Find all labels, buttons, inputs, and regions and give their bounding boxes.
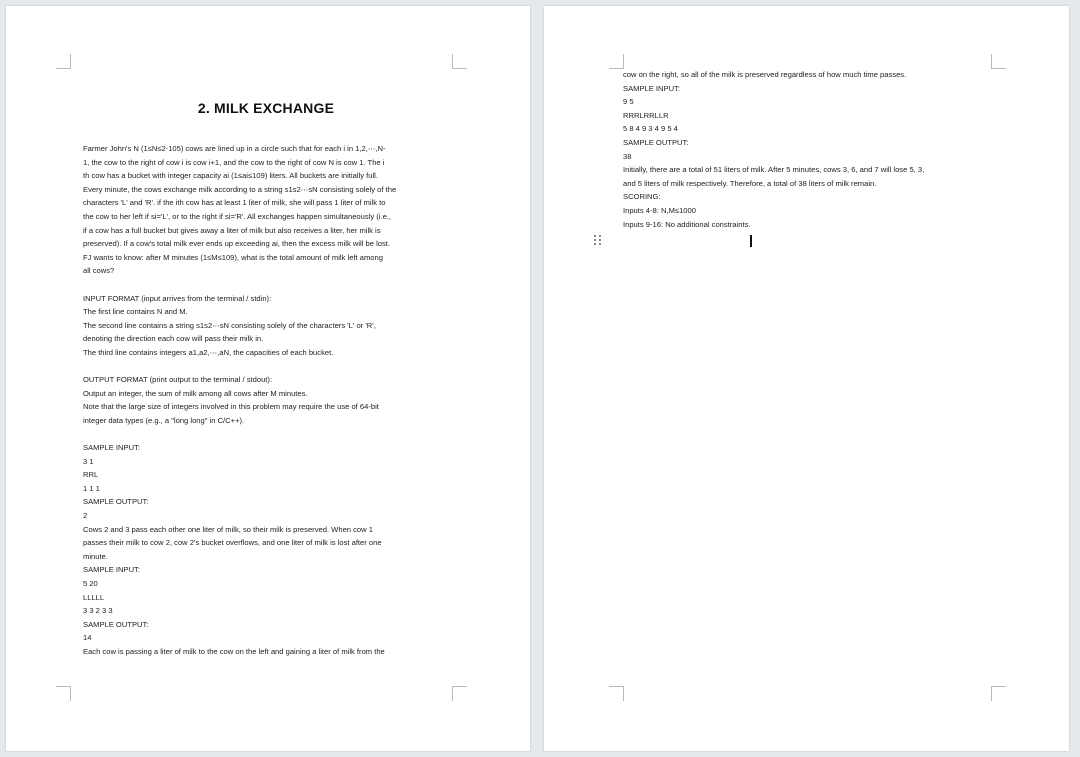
text-line[interactable]: SAMPLE INPUT: bbox=[83, 443, 140, 453]
text-line[interactable]: Farmer John's N (1≤N≤2⋅105) cows are lined up in a circle such that for each i in 1,2,⋯,N- bbox=[83, 144, 386, 153]
text-line[interactable]: SAMPLE OUTPUT: bbox=[623, 137, 689, 147]
text-line[interactable]: 14 bbox=[83, 633, 92, 643]
blank-line bbox=[83, 427, 452, 441]
section-heading[interactable]: INPUT FORMAT (input arrives from the terminal / stdin): bbox=[83, 293, 272, 303]
text-line[interactable]: Inputs 4-8: N,M≤1000 bbox=[623, 205, 696, 215]
text-line[interactable]: FJ wants to know: after M minutes (1≤M≤109), what is the total amount of milk left among bbox=[83, 252, 383, 262]
text-line[interactable]: th cow has a bucket with integer capacity ai (1≤ai≤109) liters. All buckets are initially full. bbox=[83, 171, 378, 181]
text-line[interactable]: 38 bbox=[623, 151, 632, 161]
text-line[interactable]: all cows? bbox=[83, 266, 115, 276]
text-line[interactable]: RRL bbox=[83, 470, 99, 480]
text-line[interactable]: Inputs 9-16: No additional constraints. bbox=[623, 219, 751, 229]
problem-statement[interactable] bbox=[83, 142, 452, 278]
text-line[interactable]: SAMPLE INPUT: bbox=[83, 565, 140, 575]
output-format-section[interactable] bbox=[83, 373, 452, 427]
text-line[interactable]: SAMPLE INPUT: bbox=[623, 83, 680, 93]
text-line[interactable]: if a cow has a full bucket but gives away a liter of milk but also receives a liter, her milk is bbox=[83, 225, 381, 235]
text-line[interactable]: RRRLRRLLR bbox=[623, 110, 669, 120]
samples-section[interactable] bbox=[83, 441, 452, 659]
text-line[interactable]: The second line contains a string s1s2⋯sN consisting solely of the characters 'L' or 'R', bbox=[83, 320, 376, 330]
page2-body[interactable] bbox=[623, 68, 992, 231]
document-page-1[interactable] bbox=[6, 6, 530, 751]
margin-mark-bottom-left bbox=[609, 686, 624, 701]
text-line[interactable]: The first line contains N and M. bbox=[83, 307, 188, 317]
text-line[interactable]: 3 3 2 3 3 bbox=[83, 606, 113, 616]
margin-mark-top-left bbox=[609, 54, 624, 69]
blank-line bbox=[83, 360, 452, 374]
page1-body[interactable] bbox=[83, 142, 452, 659]
section-heading[interactable]: OUTPUT FORMAT (print output to the terminal / stdout): bbox=[83, 375, 273, 385]
margin-mark-bottom-right bbox=[452, 686, 467, 701]
text-line[interactable]: SAMPLE OUTPUT: bbox=[83, 619, 149, 629]
text-line[interactable]: preserved). If a cow's total milk ever ends up exceeding ai, then the excess milk will be lost. bbox=[83, 239, 391, 249]
margin-mark-bottom-right bbox=[991, 686, 1006, 701]
text-line[interactable]: cow on the right, so all of the milk is preserved regardless of how much time passes. bbox=[623, 70, 907, 79]
text-line[interactable]: Note that the large size of integers involved in this problem may require the use of 64-bit bbox=[83, 402, 379, 412]
text-line[interactable]: passes their milk to cow 2, cow 2's bucket overflows, and one liter of milk is lost after one bbox=[83, 538, 382, 548]
text-line[interactable]: Each cow is passing a liter of milk to the cow on the left and gaining a liter of milk from the bbox=[83, 646, 385, 656]
text-line[interactable]: 3 1 bbox=[83, 456, 94, 466]
text-line[interactable]: Every minute, the cows exchange milk according to a string s1s2⋯sN consisting solely of the bbox=[83, 184, 397, 194]
text-line[interactable]: SAMPLE OUTPUT: bbox=[83, 497, 149, 507]
text-line[interactable]: LLLLL bbox=[83, 592, 105, 602]
text-line[interactable]: Cows 2 and 3 pass each other one liter of milk, so their milk is preserved. When cow 1 bbox=[83, 524, 373, 534]
text-line[interactable]: 9 5 bbox=[623, 97, 634, 107]
text-line[interactable]: 1 1 1 bbox=[83, 483, 100, 493]
text-line[interactable]: 5 20 bbox=[83, 579, 98, 588]
text-line[interactable]: 1, the cow to the right of cow i is cow i+1, and the cow to the right of cow N is cow 1. The i bbox=[83, 157, 385, 167]
margin-mark-top-right bbox=[991, 54, 1006, 69]
text-line[interactable]: 5 8 4 9 3 4 9 5 4 bbox=[623, 124, 678, 134]
text-line[interactable]: characters 'L' and 'R'. if the ith cow has at least 1 liter of milk, she will pass 1 liter of milk to bbox=[83, 198, 386, 208]
text-line[interactable]: Initially, there are a total of 51 liters of milk. After 5 minutes, cows 3, 6, and 7 will lose 5, 3, bbox=[623, 165, 925, 175]
margin-mark-bottom-left bbox=[56, 686, 71, 701]
text-line[interactable]: The third line contains integers a1,a2,⋯,aN, the capacities of each bucket. bbox=[83, 347, 334, 357]
text-line[interactable]: Output an integer, the sum of milk among all cows after M minutes. bbox=[83, 388, 308, 398]
margin-mark-top-right bbox=[452, 54, 467, 69]
text-line[interactable]: SCORING: bbox=[623, 192, 661, 202]
blank-line bbox=[83, 278, 452, 292]
text-line[interactable]: minute. bbox=[83, 551, 108, 561]
text-line[interactable]: and 5 liters of milk respectively. Therefore, a total of 38 liters of milk remain. bbox=[623, 178, 877, 188]
document-page-2[interactable] bbox=[544, 6, 1069, 751]
text-line[interactable]: 2 bbox=[83, 511, 88, 521]
problem-title[interactable]: 2. MILK EXCHANGE bbox=[197, 100, 335, 116]
drag-handle-icon[interactable] bbox=[594, 235, 602, 245]
input-format-section[interactable] bbox=[83, 292, 452, 360]
text-cursor bbox=[750, 235, 752, 247]
text-line[interactable]: integer data types (e.g., a "long long" in C/C++). bbox=[83, 415, 245, 425]
margin-mark-top-left bbox=[56, 54, 71, 69]
text-line[interactable]: the cow to her left if si='L', or to the right if si='R'. All exchanges happen simultaneously (i.e., bbox=[83, 211, 392, 221]
text-line[interactable]: denoting the direction each cow will pass their milk in. bbox=[83, 334, 264, 344]
